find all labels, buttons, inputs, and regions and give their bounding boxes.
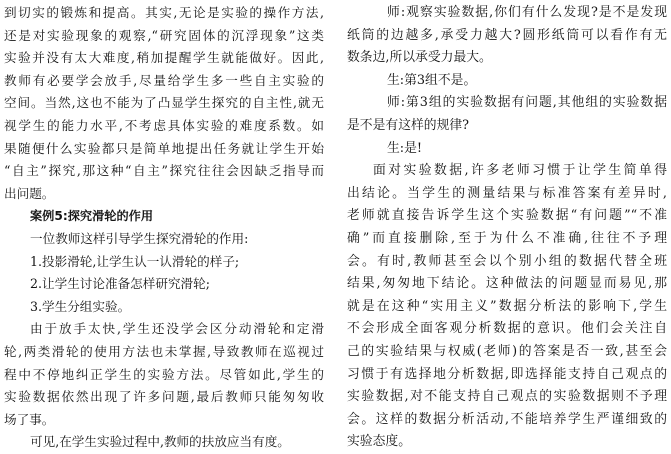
text-line: 实验并没有太大难度,稍加提醒学生就能做好。因此, [4, 50, 324, 66]
text-line: 老师就直接告诉学生这个实验数据“有问题”“不准 [347, 208, 667, 224]
text-line: 可见,在学生实验过程中,教师的扶放应当有度。 [30, 434, 290, 450]
text-line: 面对实验数据,许多老师习惯于让学生简单得 [373, 163, 667, 179]
text-line: 教师有必要学会放手,尽量给学生多一些自主实验的 [4, 72, 324, 88]
dialog-line: 师:第3组的实验数据有问题,其他组的实验数据 [387, 95, 667, 111]
text-line: 出问题。 [4, 185, 55, 201]
text-line: 确”而直接删除,至于为什么不准确,往往不予理 [347, 230, 667, 246]
dialog-line: 师:观察实验数据,你们有什么发现?是不是发现 [387, 5, 667, 20]
dialog-line: 生:第3组不是。 [387, 72, 477, 88]
text-line: 果随便什么实验都只是简单地提出任务就让学生开始 [4, 140, 324, 156]
text-line: 会。这样的数据分析活动,不能培养学生严谨细致的 [347, 411, 667, 427]
text-line: 己的实验结果与权威(老师)的答案是否一致,甚至会 [347, 343, 667, 359]
dialog-line: 是不是有这样的规律? [347, 117, 470, 133]
list-item: 2.让学生讨论准备怎样研究滑轮; [30, 276, 210, 292]
text-line: 程中不停地纠正学生的实验方法。尽管如此,学生的 [4, 366, 324, 382]
text-line: 一位教师这样引导学生探究滑轮的作用: [30, 230, 249, 246]
text-line: 还是对实验现象的观察,“研究固体的沉浮现象”这类 [4, 27, 324, 43]
text-line: 习惯于有选择地分析数据,即选择能支持自己观点的 [347, 366, 667, 382]
text-line: 实验数据依然出现了许多问题,最后教师只能匆匆收 [4, 389, 324, 405]
text-line: 就是在这种“实用主义”数据分析法的影响下,学生 [347, 298, 667, 314]
text-line: 视学生的能力水平,不考虑具体实验的难度系数。如 [4, 117, 324, 133]
dialog-line: 生:是! [387, 140, 423, 156]
dialog-line: 纸筒的边越多,承受力越大?圆形纸筒可以看作有无 [347, 27, 667, 43]
case-heading: 案例5:探究滑轮的作用 [30, 209, 154, 224]
text-line: 出结论。当学生的测量结果与标准答案有差异时, [347, 185, 667, 201]
text-line: 轮,两类滑轮的使用方法也未掌握,导致教师在巡视过 [4, 343, 324, 359]
text-line: 结果,匆匆地下结论。这种做法的问题显而易见,那 [347, 276, 667, 292]
text-line: 不会形成全面客观分析数据的意识。他们会关注自 [347, 321, 667, 337]
right-column [347, 2, 667, 454]
list-item: 1.投影滑轮,让学生认一认滑轮的样子; [30, 253, 240, 269]
list-item: 3.学生分组实验。 [30, 298, 131, 314]
dialog-line: 数条边,所以承受力最大。 [347, 50, 492, 66]
left-column [4, 2, 324, 454]
text-line: “自主”探究,那这种“自主”探究往往会因缺乏指导而 [4, 163, 324, 179]
text-line: 实验数据,对不能支持自己观点的实验数据则不予理 [347, 389, 667, 405]
text-line: 会。有时,教师甚至会以个别小组的数据代替全班 [347, 253, 667, 269]
text-line: 由于放手太快,学生还没学会区分动滑轮和定滑 [30, 321, 324, 337]
text-line: 实验态度。 [347, 434, 411, 450]
text-line: 场了事。 [4, 411, 55, 427]
text-line: 到切实的锻炼和提高。其实,无论是实验的操作方法, [4, 5, 324, 20]
text-line: 空间。当然,这也不能为了凸显学生探究的自主性,就无 [4, 95, 324, 111]
